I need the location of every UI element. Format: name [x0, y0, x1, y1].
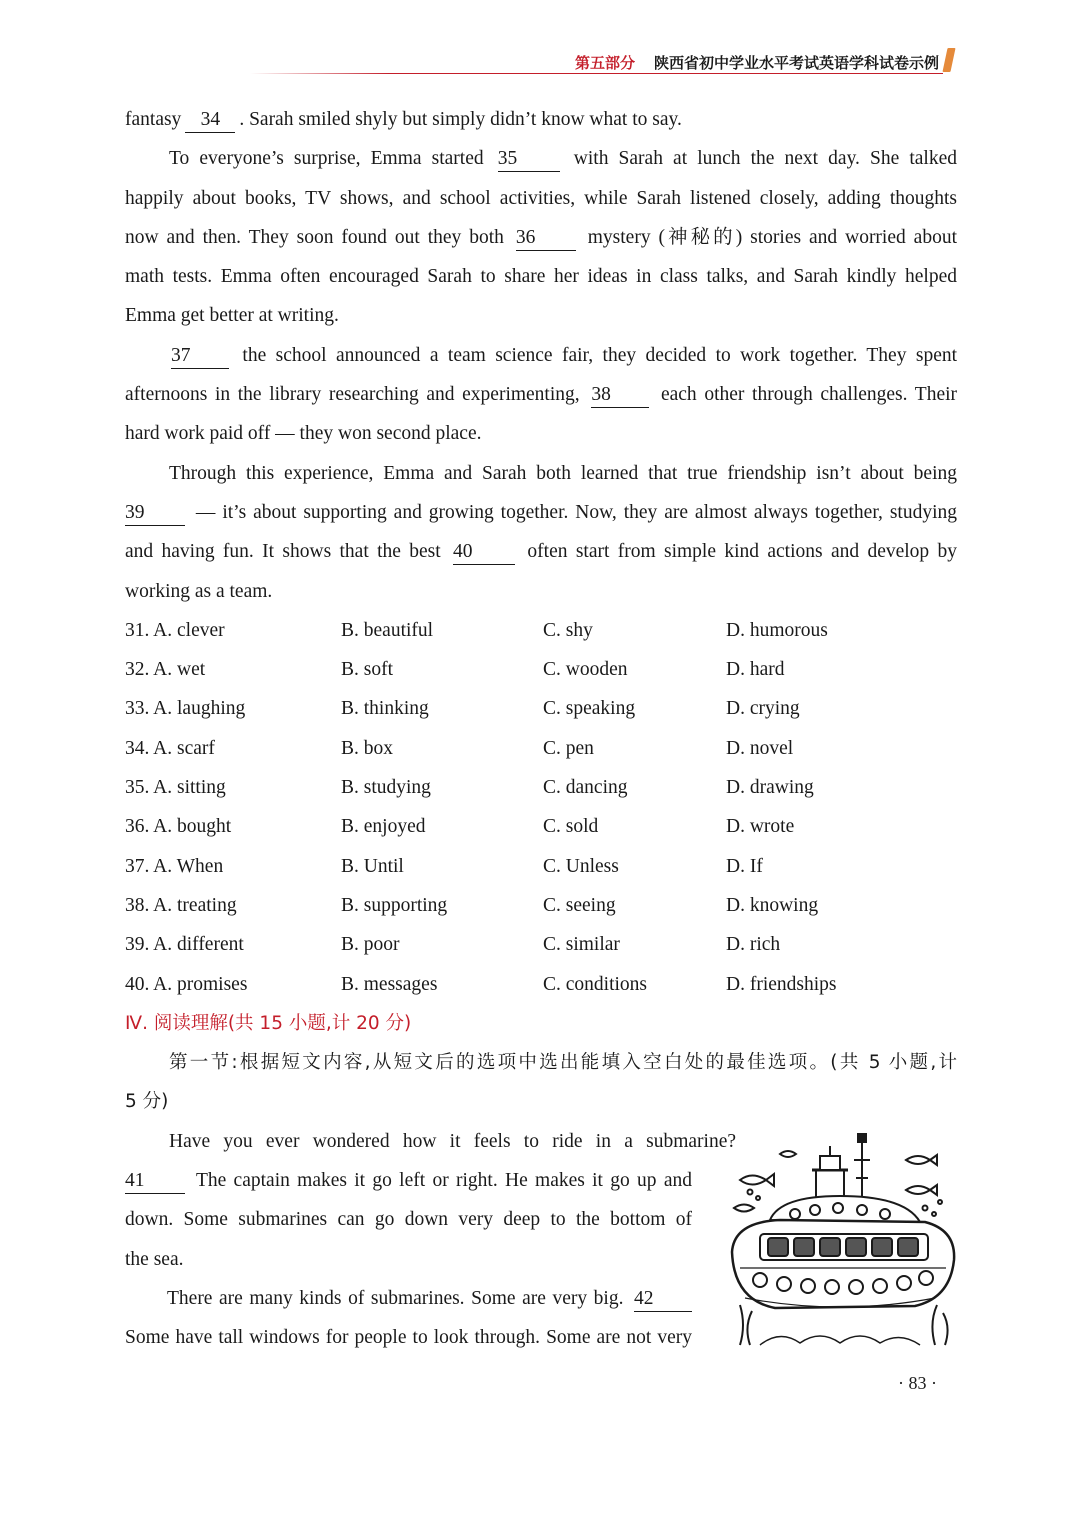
- passage-text: and having fun. It shows that the best: [125, 541, 441, 563]
- section-instruction: 第一节:根据短文内容,从短文后的选项中选出能填入空白处的最佳选项。(共 5 小题,计: [169, 1052, 957, 1074]
- option-row: [125, 650, 957, 689]
- option-d[interactable]: D. knowing: [726, 894, 819, 916]
- option-row: [125, 689, 957, 728]
- passage-line: [125, 139, 957, 178]
- passage-text: the school announced a team science fair, they decided to work together. They spent: [242, 344, 958, 366]
- option-d[interactable]: D. wrote: [726, 816, 795, 838]
- option-c[interactable]: C. seeing: [543, 894, 616, 916]
- passage-line: [125, 375, 957, 414]
- header-tab-marker: [942, 48, 955, 72]
- passage-line: [125, 100, 957, 139]
- passage-text: now and then. They soon found out they both: [125, 226, 504, 248]
- header-series-title: 陕西省初中学业水平考试英语学科试卷示例: [653, 54, 939, 72]
- option-a[interactable]: 37. A. When: [125, 855, 224, 877]
- option-row: [125, 847, 957, 886]
- blank-36[interactable]: 36: [516, 226, 576, 251]
- option-b[interactable]: B. supporting: [341, 894, 448, 916]
- submarine-illustration: [720, 1130, 960, 1348]
- passage-line: hard work paid off — they won second place.: [125, 423, 482, 445]
- option-b[interactable]: B. messages: [341, 973, 438, 995]
- option-c[interactable]: C. pen: [543, 737, 594, 759]
- option-b[interactable]: B. enjoyed: [341, 816, 426, 838]
- option-a[interactable]: 39. A. different: [125, 934, 244, 956]
- reading-line: Some have tall windows for people to look through. Some are not very: [125, 1327, 692, 1349]
- blank-41[interactable]: 41: [125, 1169, 185, 1194]
- option-c[interactable]: C. conditions: [543, 973, 648, 995]
- passage-line: Through this experience, Emma and Sarah both learned that true friendship isn’t about being: [169, 462, 957, 484]
- section-title: Ⅳ. 阅读理解(共 15 小题,计 20 分): [125, 1012, 412, 1034]
- option-row: [125, 768, 957, 807]
- option-b[interactable]: B. studying: [341, 777, 431, 799]
- option-row: [125, 925, 957, 964]
- reading-line: Have you ever wondered how it feels to ride in a submarine?: [169, 1130, 736, 1152]
- option-row: [125, 611, 957, 650]
- passage-line: math tests. Emma often encouraged Sarah to share her ideas in class talks, and Sarah kindly helped: [125, 266, 957, 288]
- blank-42[interactable]: 42: [634, 1287, 692, 1312]
- option-d[interactable]: D. rich: [726, 934, 781, 956]
- passage-text: The captain makes it go left or right. He makes it go up and: [195, 1170, 692, 1192]
- page-number: · 83 ·: [898, 1373, 937, 1393]
- option-b[interactable]: B. box: [341, 737, 394, 759]
- option-b[interactable]: B. Until: [341, 855, 404, 877]
- passage-text: There are many kinds of submarines. Some are very big.: [167, 1287, 624, 1309]
- option-a[interactable]: 40. A. promises: [125, 973, 248, 995]
- blank-38[interactable]: 38: [591, 383, 649, 408]
- passage-text: — it’s about supporting and growing together. Now, they are almost always together, studying: [195, 501, 957, 523]
- option-c[interactable]: C. similar: [543, 934, 620, 956]
- passage-text: afternoons in the library researching and experimenting,: [125, 384, 580, 406]
- option-d[interactable]: D. friendships: [726, 973, 837, 995]
- option-c[interactable]: C. wooden: [543, 659, 628, 681]
- option-list: [125, 611, 957, 1004]
- passage-line: happily about books, TV shows, and school activities, while Sarah listened closely, adding thoughts: [125, 187, 957, 209]
- reading-line: [125, 1161, 692, 1200]
- option-c[interactable]: C. dancing: [543, 777, 628, 799]
- blank-39[interactable]: 39: [125, 501, 185, 526]
- option-a[interactable]: 36. A. bought: [125, 816, 232, 838]
- passage-text: mystery (神秘的) stories and worried about: [587, 226, 958, 248]
- passage-line: [125, 218, 957, 257]
- option-a[interactable]: 32. A. wet: [125, 659, 206, 681]
- passage-line: [125, 336, 957, 375]
- passage-line: Emma get better at writing.: [125, 305, 339, 327]
- passage-text: . Sarah smiled shyly but simply didn’t know what to say.: [239, 109, 682, 130]
- blank-34[interactable]: 34: [185, 108, 235, 133]
- option-b[interactable]: B. poor: [341, 934, 400, 956]
- passage-line: working as a team.: [125, 580, 273, 602]
- option-c[interactable]: C. shy: [543, 619, 593, 641]
- passage-text: To everyone’s surprise, Emma started: [169, 148, 484, 170]
- option-row: [125, 965, 957, 1004]
- option-d[interactable]: D. If: [726, 855, 763, 877]
- option-d[interactable]: D. hard: [726, 659, 785, 681]
- header-part-label: 第五部分: [574, 54, 635, 72]
- option-b[interactable]: B. beautiful: [341, 619, 434, 641]
- passage-text: fantasy: [125, 109, 182, 130]
- reading-line: [125, 1279, 692, 1318]
- option-d[interactable]: D. crying: [726, 698, 800, 720]
- option-d[interactable]: D. novel: [726, 737, 794, 759]
- option-row: [125, 729, 957, 768]
- option-b[interactable]: B. soft: [341, 659, 394, 681]
- reading-line: the sea.: [125, 1248, 184, 1270]
- section-instruction: 5 分): [125, 1091, 169, 1113]
- option-row: [125, 807, 957, 846]
- passage-line: [125, 532, 957, 571]
- option-b[interactable]: B. thinking: [341, 698, 429, 720]
- blank-40[interactable]: 40: [453, 540, 515, 565]
- passage-line: [125, 493, 957, 532]
- option-a[interactable]: 31. A. clever: [125, 619, 225, 641]
- option-d[interactable]: D. drawing: [726, 777, 814, 799]
- option-a[interactable]: 33. A. laughing: [125, 698, 246, 720]
- reading-line: down. Some submarines can go down very deep to the bottom of: [125, 1209, 692, 1231]
- option-a[interactable]: 38. A. treating: [125, 894, 237, 916]
- option-a[interactable]: 34. A. scarf: [125, 737, 215, 759]
- passage-text: with Sarah at lunch the next day. She talked: [573, 148, 958, 170]
- option-c[interactable]: C. Unless: [543, 855, 619, 877]
- blank-35[interactable]: 35: [498, 147, 560, 172]
- page-header: [250, 48, 955, 80]
- option-c[interactable]: C. sold: [543, 816, 599, 838]
- option-a[interactable]: 35. A. sitting: [125, 777, 226, 799]
- passage-text: often start from simple kind actions and develop by: [527, 541, 958, 563]
- option-d[interactable]: D. humorous: [726, 619, 828, 641]
- blank-37[interactable]: 37: [171, 344, 229, 369]
- option-c[interactable]: C. speaking: [543, 698, 636, 720]
- passage-text: each other through challenges. Their: [660, 384, 958, 406]
- header-rule: [250, 73, 943, 74]
- option-row: [125, 886, 957, 925]
